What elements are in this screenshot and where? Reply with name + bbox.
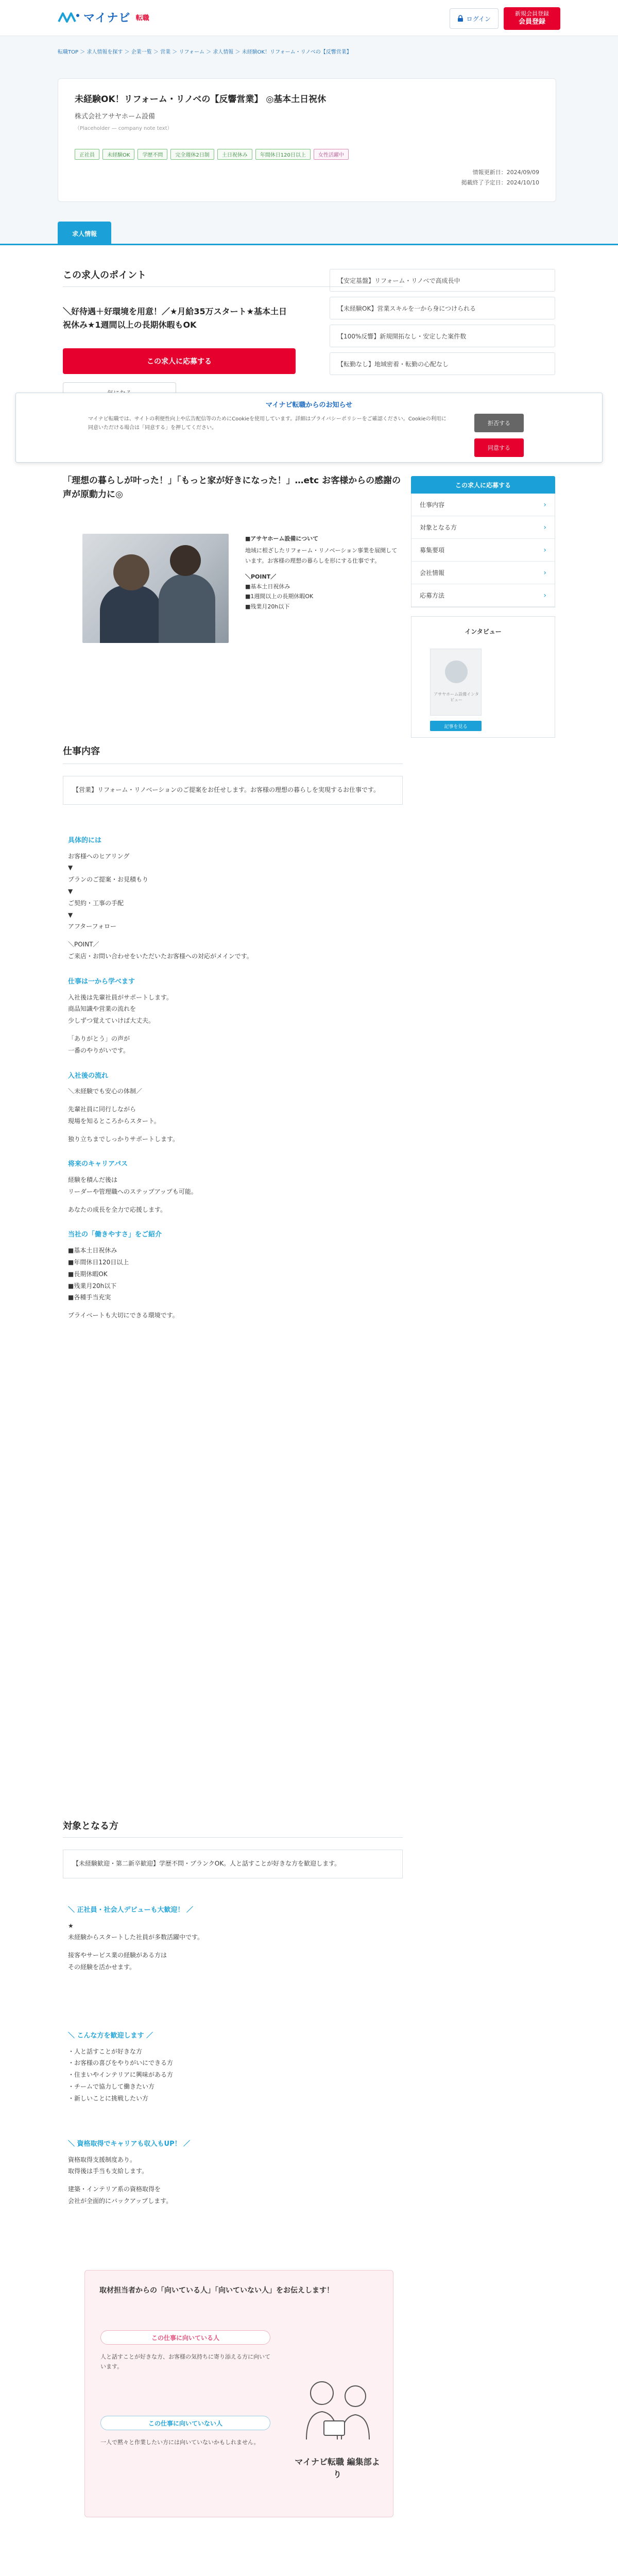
work-section-title: 具体的には bbox=[68, 837, 102, 844]
register-button[interactable] bbox=[504, 7, 560, 30]
photo-caption bbox=[245, 534, 400, 612]
lock-icon bbox=[457, 15, 464, 22]
target-block-1 bbox=[68, 1904, 398, 1973]
interview-caption: アサヤホーム設備インタビュー bbox=[434, 692, 479, 703]
work-line: ＼POINT／ bbox=[68, 941, 99, 948]
work-section bbox=[68, 1158, 398, 1215]
work-line: ■各種手当充実 bbox=[68, 1294, 111, 1301]
photo-caption-heading: ■アサヤホーム設備について bbox=[245, 535, 319, 542]
chevron-right-icon: › bbox=[543, 591, 546, 600]
company-name[interactable]: 株式会社アサヤホーム設備 bbox=[75, 112, 156, 121]
tab-job-info[interactable]: 求人情報 bbox=[58, 222, 111, 245]
work-line: 先輩社員に同行しながら bbox=[68, 1106, 136, 1113]
editor-promo-card bbox=[84, 2270, 393, 2517]
work-line: 入社後は先輩社員がサポートします。 bbox=[68, 993, 173, 1001]
sidebar-item-label: 対象となる方 bbox=[420, 524, 457, 531]
work-line: 一番のやりがいです。 bbox=[68, 1046, 130, 1054]
target-line: その経験を活かせます。 bbox=[68, 1963, 136, 1971]
target-line: ・チームで協力して働きたい方 bbox=[68, 2083, 155, 2091]
target-block-2-lines bbox=[68, 2046, 398, 2105]
point-item: 【未経験OK】営業スキルを一から身につけられる bbox=[330, 297, 555, 319]
target-line: 接客やサービス業の経験がある方は bbox=[68, 1952, 167, 1959]
work-line: お客様へのヒアリング bbox=[68, 852, 130, 860]
target-block-3-title: ＼ 資格取得でキャリアも収入もUP！ ／ bbox=[68, 2140, 191, 2148]
site-logo[interactable] bbox=[58, 9, 149, 25]
work-section-title: 仕事は一から学べます bbox=[68, 977, 135, 986]
work-line: 商品知識や営業の流れを bbox=[68, 1005, 136, 1013]
header-actions bbox=[450, 7, 560, 30]
promo-heading: 取材担当者からの「向いている人」「向いていない人」をお伝えします！ bbox=[99, 2286, 334, 2295]
sidebar-apply-header[interactable]: この求人に応募する bbox=[411, 476, 555, 494]
work-line: プライベートも大切にできる環境です。 bbox=[68, 1312, 179, 1319]
target-block-3-lines bbox=[68, 2154, 398, 2207]
photo-point: ■残業月20h以下 bbox=[245, 603, 290, 610]
logo-mark-icon bbox=[58, 11, 80, 24]
target-line: ・住まいやインテリアに興味がある方 bbox=[68, 2071, 174, 2079]
work-line: ▼ bbox=[68, 911, 73, 919]
sidebar-item[interactable] bbox=[411, 494, 555, 516]
logo-text: マイナビ bbox=[83, 12, 131, 25]
work-section bbox=[68, 1070, 398, 1145]
work-line bbox=[68, 933, 398, 939]
work-line bbox=[68, 1198, 398, 1204]
point-item: 【転勤なし】地域密着・転勤の心配なし bbox=[330, 352, 555, 375]
work-section-title: 入社後の流れ bbox=[68, 1072, 109, 1080]
work-line: ＼未経験でも安心の体制／ bbox=[68, 1088, 143, 1095]
target-block-3 bbox=[68, 2138, 398, 2207]
cookie-text: マイナビ転職では、サイトの利便性向上や広告配信等のためにCookieを使用しています。詳細はプライバシーポリシーをご確認ください。Cookieの利用に同意いただける場合は「同意する」を押してください。 bbox=[88, 416, 447, 431]
promo-bad-text: 一人で黙々と作業したい方には向いていないかもしれません。 bbox=[100, 2439, 260, 2446]
target-heading: 対象となる方 bbox=[63, 1821, 118, 1832]
staff-photo bbox=[82, 534, 229, 643]
breadcrumb[interactable]: 転職TOP ＞ 求人情報を探す ＞ 企業一覧 ＞ 営業 ＞ リフォーム ＞ 求人情報 ＞ 未経験OK！リフォーム・リノベの【反響営業】 bbox=[58, 49, 352, 55]
cookie-banner bbox=[15, 393, 603, 463]
sidebar-item-label: 会社情報 bbox=[420, 569, 445, 577]
login-button[interactable] bbox=[450, 8, 499, 29]
target-line bbox=[68, 2177, 398, 2183]
work-line: ■残業月20h以下 bbox=[68, 1282, 117, 1290]
editor-illustration-icon bbox=[291, 2367, 384, 2450]
work-line: 「ありがとう」の声が bbox=[68, 1035, 130, 1042]
date-end: 掲載終了予定日：2024/10/10 bbox=[461, 179, 539, 187]
photo-point: ■1週間以上の長期休暇OK bbox=[245, 593, 314, 600]
cookie-deny-button[interactable]: 拒否する bbox=[474, 414, 524, 432]
job-dates bbox=[461, 167, 539, 188]
tag-badge: 正社員 bbox=[75, 149, 99, 160]
promo-bad-label: この仕事に向いていない人 bbox=[100, 2416, 270, 2430]
tag-badge: 女性活躍中 bbox=[314, 149, 349, 160]
work-line bbox=[68, 1303, 398, 1310]
points-lead: ＼好待遇＋好環境を用意！／★月給35万スタート★基本土日祝休み★1週間以上の長期休暇もOK bbox=[63, 307, 287, 330]
work-line: リーダーや管理職へのステップアップも可能。 bbox=[68, 1188, 197, 1195]
work-line: ■年間休日120日以上 bbox=[68, 1258, 129, 1266]
photo-caption-body: 地域に根ざしたリフォーム・リノベーション事業を展開しています。お客様の理想の暮らしを形にする仕事です。 bbox=[245, 547, 398, 564]
target-line: ・人と話すことが好きな方 bbox=[68, 2047, 143, 2055]
interview-thumbnail[interactable] bbox=[430, 649, 482, 716]
tag-badge: 年間休日120日以上 bbox=[255, 149, 311, 160]
interview-title: インタビュー bbox=[465, 628, 502, 635]
sidebar-item[interactable] bbox=[411, 562, 555, 584]
work-line bbox=[68, 1127, 398, 1133]
work-body bbox=[68, 835, 398, 1335]
catch-copy: 「理想の暮らしが叶った！」「もっと家が好きになった！」…etc お客様からの感謝の声が原動力に◎ bbox=[63, 476, 401, 500]
photo-caption-points bbox=[245, 582, 400, 612]
work-line: ご契約・工事の手配 bbox=[68, 899, 124, 907]
work-line: 経験を積んだ後は bbox=[68, 1176, 118, 1184]
work-line: 少しずつ覚えていけば大丈夫。 bbox=[68, 1017, 155, 1025]
tag-badge: 完全週休2日制 bbox=[170, 149, 214, 160]
cookie-title: マイナビ転職からのお知らせ bbox=[265, 401, 353, 409]
promo-good-label: この仕事に向いている人 bbox=[100, 2330, 270, 2345]
tab-bar bbox=[0, 222, 618, 245]
point-item: 【安定基盤】リフォーム・リノベで高成長中 bbox=[330, 269, 555, 292]
target-line: 未経験からスタートした社員が多数活躍中です。 bbox=[68, 1934, 204, 1941]
chevron-right-icon: › bbox=[543, 500, 546, 509]
target-block-1-lines bbox=[68, 1920, 398, 1973]
interview-button[interactable]: 記事を見る bbox=[430, 721, 482, 731]
target-block-2 bbox=[68, 2030, 398, 2105]
tag-badge: 土日祝休み bbox=[217, 149, 252, 160]
work-line: ■長期休暇OK bbox=[68, 1270, 108, 1278]
target-line: ★ bbox=[68, 1922, 74, 1929]
target-line: 取得後は手当も支給します。 bbox=[68, 2167, 148, 2175]
work-line bbox=[68, 1097, 398, 1104]
tag-badge: 未経験OK bbox=[102, 149, 134, 160]
promo-side-text: マイナビ転職 編集部より bbox=[295, 2457, 380, 2479]
target-intro: 【未経験歓迎・第二新卒歓迎】学歴不問・ブランクOK。人と話すことが好きな方を歓迎します。 bbox=[63, 1850, 403, 1878]
work-line: プランのご提案・お見積もり bbox=[68, 876, 149, 884]
sidebar-item[interactable] bbox=[411, 539, 555, 562]
logo-sub: 転職 bbox=[135, 14, 149, 22]
sidebar-menu bbox=[411, 494, 555, 607]
sidebar-item[interactable] bbox=[411, 516, 555, 539]
chevron-right-icon: › bbox=[543, 568, 546, 577]
sidebar-item-label: 仕事内容 bbox=[420, 501, 445, 509]
target-line: 建築・インテリア系の資格取得を bbox=[68, 2185, 161, 2193]
divider bbox=[63, 1837, 403, 1838]
target-line: ・お客様の喜びをやりがいにできる方 bbox=[68, 2059, 174, 2067]
target-line: ・新しいことに挑戦したい方 bbox=[68, 2094, 149, 2102]
work-line: アフターフォロー bbox=[68, 923, 116, 930]
apply-button[interactable]: この求人に応募する bbox=[63, 348, 296, 374]
cookie-accept-button[interactable]: 同意する bbox=[474, 438, 524, 457]
work-line: あなたの成長を全力で応援します。 bbox=[68, 1206, 167, 1213]
sidebar-interview bbox=[411, 616, 555, 738]
register-top: 新規会員登録 bbox=[515, 10, 549, 18]
tag-list bbox=[75, 149, 404, 160]
register-bottom: 会員登録 bbox=[518, 18, 545, 26]
company-note: （Placeholder — company note text） bbox=[75, 125, 173, 131]
point-item: 【100%反響】新規開拓なし・安定した案件数 bbox=[330, 325, 555, 347]
chevron-right-icon: › bbox=[543, 546, 546, 554]
tag-badge: 学歴不問 bbox=[138, 149, 167, 160]
work-line: 現場を知るところからスタート。 bbox=[68, 1117, 160, 1125]
work-intro: 【営業】リフォーム・リノベーションのご提案をお任せします。お客様の理想の暮らしを実現するお仕事です。 bbox=[63, 776, 403, 805]
target-block-1-title: ＼ 正社員・社会人デビューも大歓迎！ ／ bbox=[68, 1906, 194, 1914]
login-label: ログイン bbox=[466, 15, 491, 23]
work-line: ご来店・お問い合わせをいただいたお客様への対応がメインです。 bbox=[68, 953, 253, 960]
photo-caption-point-heading: ＼POINT／ bbox=[245, 573, 277, 580]
work-section-title: 当社の「働きやすさ」をご紹介 bbox=[68, 1231, 162, 1239]
sidebar-item-label: 募集要項 bbox=[420, 547, 445, 554]
target-line: 資格取得支援制度あり。 bbox=[68, 2156, 136, 2163]
photo-point: ■基本土日祝休み bbox=[245, 583, 290, 590]
work-section bbox=[68, 1229, 398, 1321]
point-list bbox=[330, 269, 555, 380]
work-section bbox=[68, 835, 398, 962]
date-posted: 情報更新日：2024/09/09 bbox=[472, 169, 539, 176]
site-header bbox=[0, 0, 618, 36]
target-line bbox=[68, 1943, 398, 1950]
job-header-card bbox=[58, 78, 556, 202]
work-line: ▼ bbox=[68, 888, 73, 895]
work-section bbox=[68, 976, 398, 1057]
job-title: 未経験OK！リフォーム・リノベの【反響営業】 ◎基本土日祝休 bbox=[75, 94, 327, 105]
sidebar-item[interactable] bbox=[411, 584, 555, 607]
work-line: 独り立ちまでしっかりサポートします。 bbox=[68, 1135, 179, 1143]
chevron-right-icon: › bbox=[543, 523, 546, 532]
work-heading: 仕事内容 bbox=[63, 746, 100, 757]
target-block-2-title: ＼ こんな方を歓迎します ／ bbox=[68, 2032, 153, 2040]
work-line bbox=[68, 1027, 398, 1033]
promo-good-text: 人と話すことが好きな方、お客様の気持ちに寄り添える方に向いています。 bbox=[100, 2353, 270, 2370]
work-line: ▼ bbox=[68, 864, 73, 872]
work-section-title: 将来のキャリアパス bbox=[68, 1160, 128, 1168]
target-line: 会社が全面的にバックアップします。 bbox=[68, 2197, 173, 2205]
avatar bbox=[445, 660, 468, 683]
points-heading: この求人のポイント bbox=[63, 270, 146, 281]
work-line: ■基本土日祝休み bbox=[68, 1247, 117, 1255]
sidebar-item-label: 応募方法 bbox=[420, 592, 445, 599]
